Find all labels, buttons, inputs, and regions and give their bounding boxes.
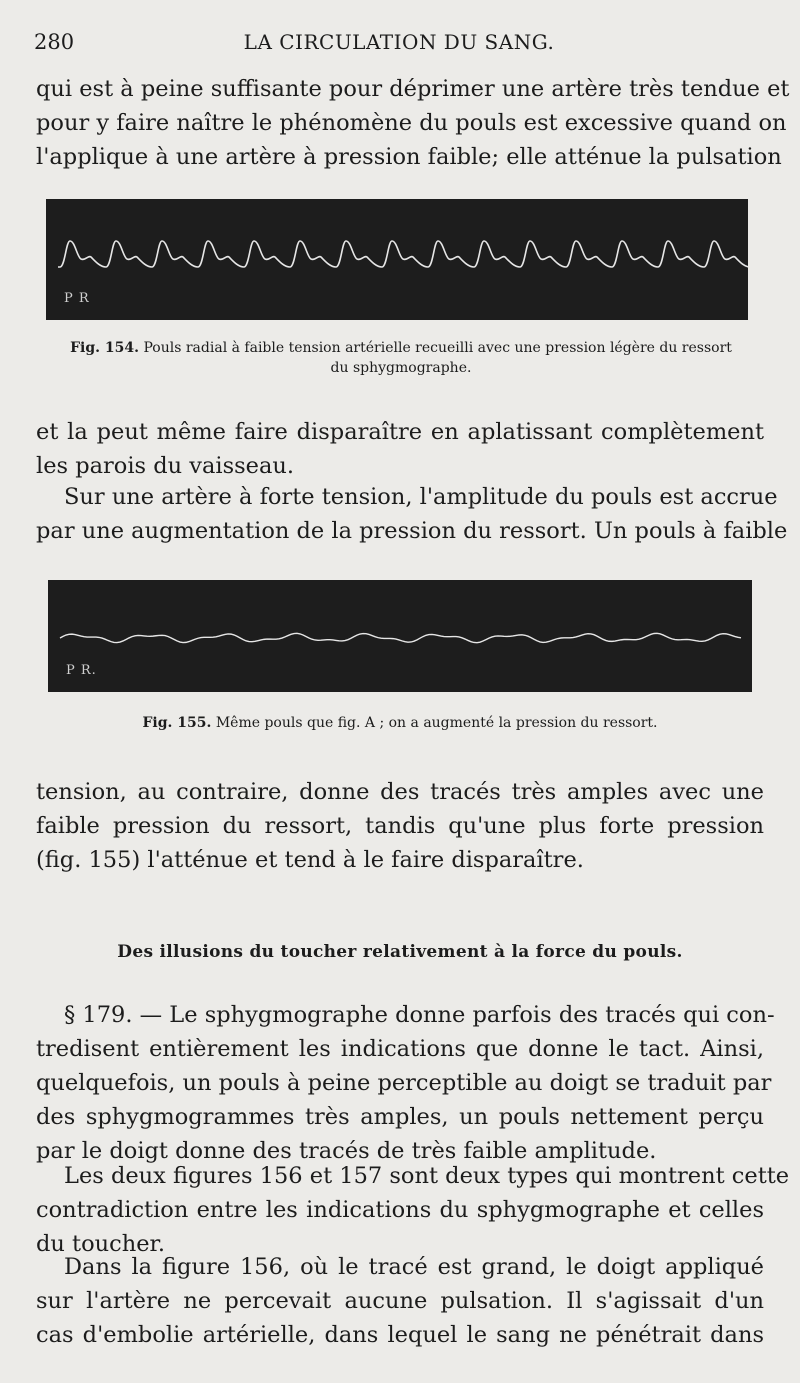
- text-line: les parois du vaisseau.: [36, 453, 295, 479]
- pulse-waveform-small: [60, 633, 741, 642]
- text-line: du toucher.: [36, 1231, 165, 1257]
- caption-number: Fig. 154.: [70, 340, 139, 356]
- pulse-trace-155: [48, 580, 752, 692]
- figure-155-plate: [48, 580, 752, 692]
- text-line: pour y faire naître le phénomène du pouls est excessive quand on: [36, 110, 787, 136]
- paragraph: [36, 1159, 790, 1261]
- text-line: des sphygmogrammes très amples, un pouls nettement perçu: [36, 1104, 764, 1130]
- paragraph-continuation: [36, 72, 790, 174]
- text-line: Dans la figure 156, où le tracé est grand, le doigt appliqué: [64, 1254, 764, 1280]
- pulse-trace-154: [46, 199, 748, 320]
- text-line: quelquefois, un pouls à peine perceptible au doigt se traduit par: [36, 1070, 772, 1096]
- text-line: par le doigt donne des tracés de très faible amplitude.: [36, 1138, 657, 1164]
- text-line: (fig. 155) l'atténue et tend à le faire disparaître.: [36, 847, 584, 873]
- text-line: cas d'embolie artérielle, dans lequel le sang ne pénétrait dans: [36, 1322, 764, 1348]
- text-line: faible pression du ressort, tandis qu'une plus forte pression: [36, 813, 764, 839]
- page-header: [34, 30, 764, 60]
- paragraph-179: [36, 998, 775, 1168]
- text-line: par une augmentation de la pression du ressort. Un pouls à faible: [36, 518, 788, 544]
- text-line: tredisent entièrement les indications que donne le tact. Ainsi,: [36, 1036, 764, 1062]
- caption-text-2: du sphygmographe.: [330, 360, 472, 376]
- text-line: Sur une artère à forte tension, l'amplitude du pouls est accrue: [64, 484, 778, 510]
- paragraph: [36, 480, 788, 548]
- figure-154-plate: [46, 199, 748, 320]
- text-line: l'applique à une artère à pression faible; elle atténue la pulsation: [36, 144, 782, 170]
- text-line: Les deux figures 156 et 157 sont deux types qui montrent cette: [64, 1163, 790, 1189]
- paragraph: [36, 415, 764, 483]
- text-line: § 179. — Le sphygmographe donne parfois des tracés qui con-: [64, 1002, 775, 1028]
- figure-label: P R.: [66, 663, 97, 678]
- running-title: LA CIRCULATION DU SANG.: [243, 30, 555, 54]
- figure-154-caption: [56, 338, 746, 378]
- paragraph: [36, 1250, 764, 1352]
- caption-text: Pouls radial à faible tension artérielle recueilli avec une pression légère du ressort: [143, 340, 732, 356]
- text-line: sur l'artère ne percevait aucune pulsation. Il s'agissait d'un: [36, 1288, 764, 1314]
- page-number: 280: [34, 30, 75, 54]
- pulse-waveform-large: [58, 241, 748, 267]
- text-line: et la peut même faire disparaître en aplatissant complètement: [36, 419, 764, 445]
- text-line: contradiction entre les indications du sphygmographe et celles: [36, 1197, 764, 1223]
- text-line: qui est à peine suffisante pour déprimer une artère très tendue et: [36, 76, 790, 102]
- text-line: tension, au contraire, donne des tracés très amples avec une: [36, 779, 764, 805]
- figure-label: P R: [64, 291, 90, 306]
- figure-155-caption: [48, 713, 752, 733]
- caption-number: Fig. 155.: [142, 715, 212, 731]
- paragraph: [36, 775, 764, 877]
- caption-text: Même pouls que fig. A ; on a augmenté la pression du ressort.: [215, 715, 658, 731]
- section-heading: Des illusions du toucher relativement à la force du pouls.: [117, 942, 683, 962]
